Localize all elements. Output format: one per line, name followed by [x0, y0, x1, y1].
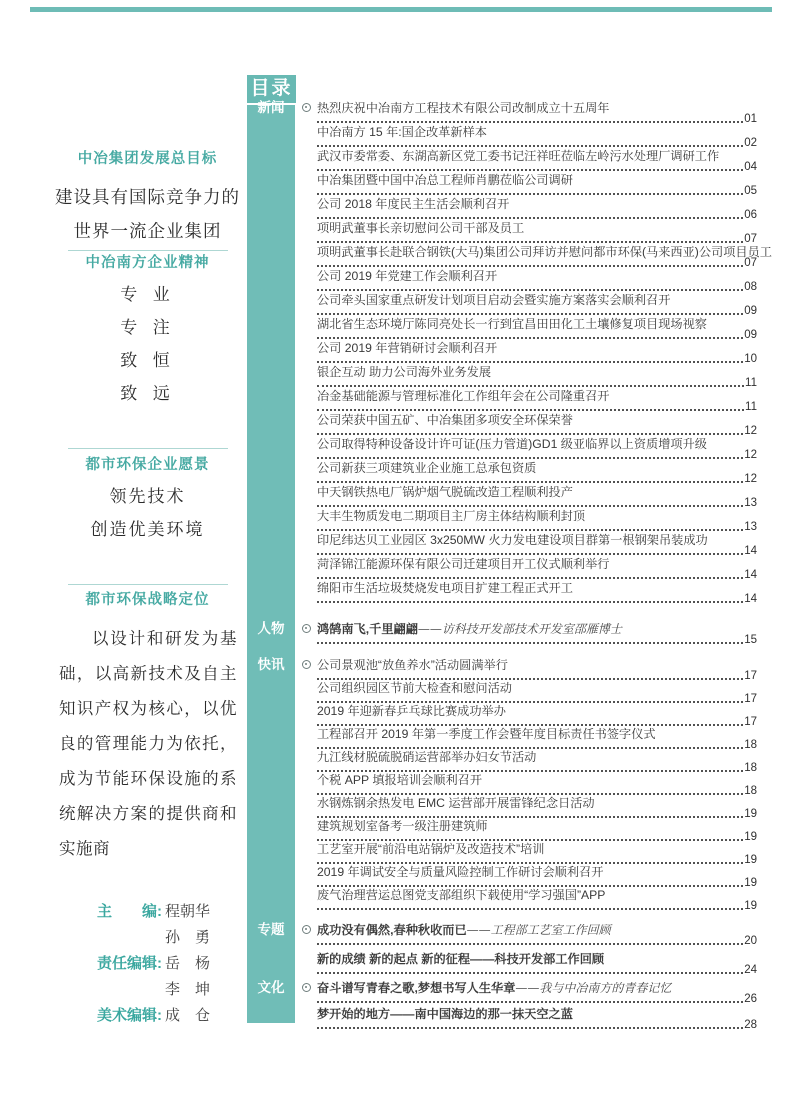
page-number: 04	[744, 161, 757, 173]
dotted-leader	[317, 601, 743, 603]
page-number: 17	[744, 670, 757, 682]
toc-entry	[317, 125, 757, 149]
editor-name: 李 坤	[165, 981, 211, 998]
toc-entry	[317, 796, 757, 819]
page-number: 24	[744, 964, 757, 976]
toc-entry	[317, 952, 757, 981]
toc-entry	[317, 437, 757, 461]
page-number: 19	[744, 808, 757, 820]
page-number: 19	[744, 900, 757, 912]
toc-entry-title: 工程部召开 2019 年第一季度工作会暨年度目标责任书签字仪式	[317, 727, 656, 741]
page-number: 14	[744, 569, 757, 581]
toc-entry	[317, 293, 757, 317]
dotted-leader	[317, 361, 743, 363]
dotted-leader	[317, 457, 743, 459]
toc-entry	[317, 819, 757, 842]
toc-entry-title: 废气治理营运总图党支部组织下载使用“学习强国”APP	[317, 888, 606, 902]
leader-row	[317, 451, 757, 461]
leader-row	[317, 902, 757, 912]
sidebar-goal-heading: 中冶集团发展总目标	[77, 151, 218, 167]
section-bullet-icon	[302, 624, 311, 633]
toc-entry-title: 公司 2019 年营销研讨会顺利召开	[317, 341, 498, 355]
leader-row	[317, 235, 757, 245]
page-number: 12	[744, 473, 757, 485]
dotted-leader	[317, 678, 743, 680]
section-label-quick: 快讯	[257, 657, 285, 672]
toc-entry	[317, 704, 757, 727]
toc-entry-title: 公司 2018 年度民主生活会顺利召开	[317, 197, 510, 211]
toc-entry	[317, 888, 757, 911]
sidebar-strategy-paragraph: 以设计和研发为基础，以高新技术及自主知识产权为核心，以优良的管理能力为依托，成为节能环保设施的系统解决方案的提供商和实施商	[59, 629, 237, 858]
toc-entry-title: 中天钢铁热电厂锅炉烟气脱硫改造工程顺利投产	[317, 485, 573, 499]
dotted-leader	[317, 337, 743, 339]
section-label-culture: 文化	[257, 980, 285, 995]
toc-entry-title: 印尼纬达贝工业园区 3x250MW 火力发电建设项目群第一根钢架吊装成功	[317, 533, 708, 547]
toc-entry-title: 湖北省生态环境厅陈同亮处长一行到宜昌田田化工土壤修复项目现场视察	[317, 317, 707, 331]
toc-entry-title: 个税 APP 填报培训会顺利召开	[317, 773, 483, 787]
dotted-leader	[317, 577, 743, 579]
dotted-leader	[317, 385, 744, 387]
toc-entry	[317, 173, 757, 197]
sidebar-divider	[68, 584, 228, 585]
toc-entry-title: 奋斗谱写青春之歌,梦想书写人生华章——我与中冶南方的青春记忆	[317, 981, 672, 995]
sidebar-group-vision	[55, 457, 240, 547]
leader-row	[317, 139, 757, 149]
page-number: 01	[744, 113, 757, 125]
sidebar-strategy-heading: 都市环保战略定位	[85, 592, 210, 608]
page-number: 07	[744, 257, 757, 269]
page-number: 26	[744, 993, 757, 1005]
page-number: 12	[744, 425, 757, 437]
toc-entry	[317, 557, 757, 581]
dotted-leader	[317, 1027, 743, 1029]
toc-entry	[317, 485, 757, 509]
sidebar-divider	[68, 448, 228, 449]
page-number: 07	[744, 233, 757, 245]
dotted-leader	[317, 1001, 743, 1003]
toc-entry-title: 工艺室开展“前沿电站锅炉及改造技术”培训	[317, 842, 545, 856]
leader-row	[317, 595, 757, 605]
leader-row	[317, 187, 757, 197]
toc-entry-title: 热烈庆祝中冶南方工程技术有限公司改制成立十五周年	[317, 101, 610, 115]
toc-entry-title: 冶金基础能源与管理标准化工作组年会在公司隆重召开	[317, 389, 610, 403]
page-number: 13	[744, 521, 757, 533]
toc-entry	[317, 149, 757, 173]
editor-name: 成 仓	[165, 1007, 211, 1024]
toc-entry	[317, 509, 757, 533]
toc-section-news	[317, 101, 772, 605]
dotted-leader	[317, 409, 744, 411]
section-bullet-icon	[302, 925, 311, 934]
sidebar-group-goal	[55, 151, 240, 249]
section-label-special: 专题	[257, 922, 285, 937]
toc-entry-title: 银企互动 助力公司海外业务发展	[317, 365, 492, 379]
dotted-leader	[317, 839, 743, 841]
toc-entry-subtitle: ——访科技开发部技术开发室邵雁博士	[417, 622, 622, 636]
toc-section-special	[317, 923, 757, 981]
sidebar-vision-line: 创造优美环境	[90, 520, 205, 540]
page-number: 19	[744, 877, 757, 889]
leader-row	[317, 1021, 757, 1031]
toc-entry	[317, 221, 757, 245]
page-number: 17	[744, 693, 757, 705]
dotted-leader	[317, 169, 743, 171]
sidebar-group-strategy	[55, 592, 240, 866]
page-number: 19	[744, 831, 757, 843]
page-number: 15	[744, 634, 757, 646]
page-number: 28	[744, 1019, 757, 1031]
leader-row	[317, 636, 757, 646]
top-accent-bar	[30, 7, 772, 12]
leader-row	[317, 331, 757, 341]
toc-entry-subtitle: ——我与中冶南方的青春记忆	[515, 981, 672, 995]
toc-entry	[317, 197, 757, 221]
sidebar-spirit-heading: 中冶南方企业精神	[85, 255, 210, 271]
sidebar-spirit-line: 致 远	[120, 384, 175, 404]
sidebar-vision-line: 领先技术	[109, 487, 186, 507]
toc-entry-subtitle: ——工程部工艺室工作回顾	[466, 923, 611, 937]
toc-entry-title: 九江线材脱硫脱硝运营部举办妇女节活动	[317, 750, 537, 764]
toc-entry	[317, 842, 757, 865]
editor-name: 岳 杨	[165, 955, 211, 972]
page-number: 09	[744, 305, 757, 317]
page-number: 08	[744, 281, 757, 293]
toc-entry-title: 公司荣获中国五矿、中冶集团多项安全环保荣誉	[317, 413, 573, 427]
sidebar-spirit-line: 致 恒	[120, 351, 175, 371]
leader-row	[317, 475, 757, 485]
leader-row	[317, 571, 757, 581]
toc-entry	[317, 1007, 757, 1033]
toc-section-quick	[317, 658, 757, 911]
toc-entry	[317, 461, 757, 485]
page-number: 10	[744, 353, 757, 365]
toc-section-people	[317, 622, 757, 646]
editor-role-label: 责任编辑:	[97, 955, 162, 972]
page-number: 05	[744, 185, 757, 197]
leader-row	[317, 995, 757, 1005]
toc-entry	[317, 413, 757, 437]
dotted-leader	[317, 943, 743, 945]
dotted-leader	[317, 724, 743, 726]
page-number: 12	[744, 449, 757, 461]
dotted-leader	[317, 862, 743, 864]
dotted-leader	[317, 241, 743, 243]
dotted-leader	[317, 553, 743, 555]
section-label-people: 人物	[257, 621, 285, 636]
dotted-leader	[317, 972, 743, 974]
toc-entry-title: 鸿鹄南飞,千里翩翩——访科技开发部技术开发室邵雁博士	[317, 622, 622, 636]
dotted-leader	[317, 217, 743, 219]
sidebar-vision-heading: 都市环保企业愿景	[85, 457, 210, 473]
toc-entry-title: 公司景观池“放鱼养水”活动圆满举行	[317, 658, 508, 672]
toc-entry	[317, 750, 757, 773]
page-number: 18	[744, 785, 757, 797]
toc-entry-title: 公司组织园区节前大检查和慰问活动	[317, 681, 512, 695]
page-number: 11	[745, 401, 757, 413]
leader-row	[317, 283, 757, 293]
dotted-leader	[317, 642, 743, 644]
page-number: 14	[744, 593, 757, 605]
toc-entry-title: 大丰生物质发电二期项目主厂房主体结构顺利封顶	[317, 509, 586, 523]
leader-row	[317, 115, 757, 125]
dotted-leader	[317, 265, 743, 267]
dotted-leader	[317, 908, 743, 910]
toc-entry	[317, 681, 757, 704]
toc-entry	[317, 245, 772, 269]
toc-entry-title: 公司 2019 年党建工作会顺利召开	[317, 269, 498, 283]
toc-entry-title: 公司牵头国家重点研发计划项目启动会暨实施方案落实会顺利召开	[317, 293, 671, 307]
dotted-leader	[317, 145, 743, 147]
toc-entry	[317, 317, 757, 341]
dotted-leader	[317, 433, 743, 435]
toc-entry-title: 武汉市委常委、东湖高新区党工委书记汪祥旺莅临左岭污水处理厂调研工作	[317, 149, 720, 163]
toc-entry-title: 中冶集团暨中国中冶总工程师肖鹏莅临公司调研	[317, 173, 573, 187]
toc-entry	[317, 533, 757, 557]
section-label-news: 新闻	[257, 100, 285, 115]
leader-row	[317, 211, 757, 221]
leader-row	[317, 259, 757, 269]
dotted-leader	[317, 770, 743, 772]
leader-row	[317, 379, 757, 389]
toc-entry-title: 项明武董事长赴联合钢铁(大马)集团公司拜访并慰问都市环保(马来西亚)公司项目员工	[317, 245, 772, 259]
page-number: 18	[744, 762, 757, 774]
toc-entry	[317, 581, 757, 605]
toc-entry	[317, 981, 757, 1007]
editor-name: 程朝华	[165, 903, 211, 920]
dotted-leader	[317, 505, 743, 507]
toc-entry	[317, 101, 757, 125]
toc-entry-title: 水钢炼钢余热发电 EMC 运营部开展雷锋纪念日活动	[317, 796, 595, 810]
page-number: 11	[745, 377, 757, 389]
leader-row	[317, 355, 757, 365]
leader-row	[317, 523, 757, 533]
toc-entry	[317, 269, 757, 293]
dotted-leader	[317, 793, 743, 795]
toc-entry-title: 菏泽锦江能源环保有限公司迁建项目开工仪式顺利举行	[317, 557, 610, 571]
dotted-leader	[317, 529, 743, 531]
sidebar-goal-line: 建设具有国际竞争力的	[55, 188, 240, 208]
toc-entry	[317, 341, 757, 365]
leader-row	[317, 403, 757, 413]
toc-entry	[317, 622, 757, 646]
leader-row	[317, 307, 757, 317]
leader-row	[317, 499, 757, 509]
section-bullet-icon	[302, 103, 311, 112]
leader-row	[317, 966, 757, 976]
editor-name: 孙 勇	[165, 929, 211, 946]
toc-entry	[317, 727, 757, 750]
toc-entry-title: 2019 年调试安全与质量风险控制工作研讨会顺利召开	[317, 865, 604, 879]
page-number: 09	[744, 329, 757, 341]
page-number: 20	[744, 935, 757, 947]
toc-title-box: 目录	[247, 75, 296, 105]
dotted-leader	[317, 747, 743, 749]
dotted-leader	[317, 701, 743, 703]
dotted-leader	[317, 481, 743, 483]
section-bullet-icon	[302, 660, 311, 669]
toc-entry-title: 公司取得特种设备设计许可证(压力管道)GD1 级亚临界以上资质增项升级	[317, 437, 707, 451]
toc-entry-title: 建筑规划室备考一级注册建筑师	[317, 819, 488, 833]
page-number: 02	[744, 137, 757, 149]
toc-entry-title: 梦开始的地方——南中国海边的那一抹天空之蓝	[317, 1007, 573, 1021]
toc-entry-title: 成功没有偶然,春种秋收而已——工程部工艺室工作回顾	[317, 923, 611, 937]
leader-row	[317, 937, 757, 947]
dotted-leader	[317, 885, 743, 887]
leader-row	[317, 163, 757, 173]
leader-row	[317, 427, 757, 437]
toc-entry-title: 绵阳市生活垃圾焚烧发电项目扩建工程正式开工	[317, 581, 573, 595]
section-bullet-icon	[302, 983, 311, 992]
sidebar-goal-line: 世界一流企业集团	[73, 222, 222, 242]
toc-entry	[317, 365, 757, 389]
toc-section-culture	[317, 981, 757, 1033]
page-number: 19	[744, 854, 757, 866]
editor-role-label: 美术编辑:	[97, 1007, 162, 1024]
sidebar-spirit-line: 专 业	[120, 285, 175, 305]
toc-entry-title: 新的成绩 新的起点 新的征程——科技开发部工作回顾	[317, 952, 605, 966]
sidebar-group-spirit	[55, 255, 240, 411]
toc-entry	[317, 865, 757, 888]
page-number: 18	[744, 739, 757, 751]
dotted-leader	[317, 816, 743, 818]
sidebar-divider	[68, 250, 228, 251]
toc-entry-title: 中冶南方 15 年:国企改革新样本	[317, 125, 487, 139]
toc-entry-title: 项明武董事长亲切慰问公司干部及员工	[317, 221, 525, 235]
toc-entry	[317, 658, 757, 681]
toc-side-strip	[247, 75, 295, 1023]
toc-entry-title: 2019 年迎新春乒乓球比赛成功举办	[317, 704, 506, 718]
leader-row	[317, 547, 757, 557]
toc-entry	[317, 923, 757, 952]
toc-entry	[317, 389, 757, 413]
sidebar-spirit-line: 专 注	[120, 318, 175, 338]
toc-entry-title: 公司新获三项建筑业企业施工总承包资质	[317, 461, 537, 475]
dotted-leader	[317, 313, 743, 315]
dotted-leader	[317, 193, 743, 195]
page-number: 06	[744, 209, 757, 221]
dotted-leader	[317, 289, 743, 291]
toc-entry	[317, 773, 757, 796]
page-number: 17	[744, 716, 757, 728]
page-number: 14	[744, 545, 757, 557]
page-number: 13	[744, 497, 757, 509]
editor-role-label: 主 编:	[97, 903, 162, 920]
toc-entry-list	[317, 101, 772, 1033]
dotted-leader	[317, 121, 743, 123]
